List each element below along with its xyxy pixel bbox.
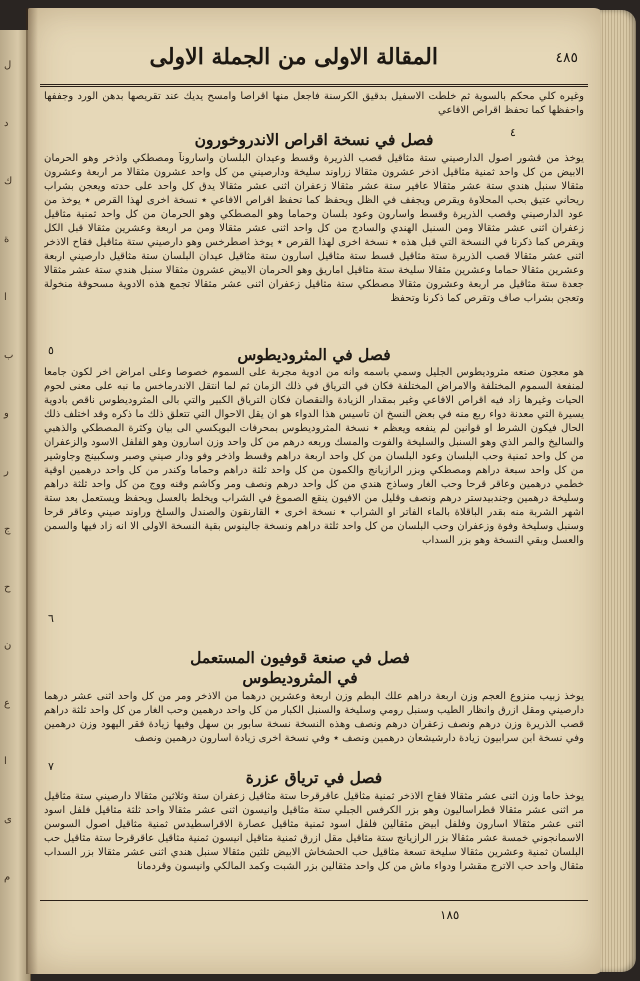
left-page-glyph: ا <box>4 292 7 303</box>
left-page-glyph: ى <box>4 814 12 825</box>
left-page-glyph: ك <box>4 176 13 187</box>
section-body: يوخذ من قشور اصول الدارصيني ستة مثاقيل قصب الذريرة وقسط وعيدان البلسان واساروناً ومصطكي واذخر وهو الحرمان الابيض من كل واحد ثمنية مثاقيل اذخر عشرون مثقالا زراوند سليخة ودارصيني من كل واحد عشرون مثقالا مر اربعة وعشرون مثقالا سنبل هندي ستة عشر مثقالا عافير ستة عشر مثقالا زعفران اثنى عشر مثقالا يدق كل واحد على حدته ويعجن بشراب ريحاني عتيق بحب المحلاوة ويقرص ويجفف في الظل ويحفظ كما تحفظ اقراص الافاعي ٭ نسخة اخرى لهذا القرص ٭ يوخذ من عود الدارصيني وقصب الذريرة وقسط واسارون وعود بلسان وحماما وهو المصطكي وهو الحرمان من كل واحد ثمنية مثاقيل زعفران اثنى عشر مثقالا ومن السنبل الهندي والسادج من كل واحد اثنى عشر مثقالا ومن مر اربعة وعشرين مثقالا قبل الكل ويقرص كما ذكرنا في النسخة التي قبل هذه ٭ نسخة اخرى لهذا القرص ٭ يوخذ اصطرخس وهو دارصيني ستة مثاقيل فقاح الاذخر اثنى عشر مثقالا قصب الذريرة ستة مثاقيل قسط ستة مثاقيل اسارون ستة مثاقيل عيدان البلسان ستة مثاقيل دارصيني اربعة وعشرين مثقالا حماما وعشرين مثقالا سليخة ستة مثاقيل اماريق وهو الحرمان الابيض عشرون مثقالا سنبل هندي ستة عشر مثقالا جعدة ستة مثاقيل مر اربعة وعشرون مثقالا مصطكي ستة مثاقيل زعفران اثنى عشر مثقالا تجمع هذه الادوية مسحوقة منخولة وتعجن بشراب صاف وتقرص كما ذكرنا وتحفظ <box>44 153 584 304</box>
section-number: ٦ <box>48 612 54 625</box>
left-page-glyph: ر <box>4 466 9 477</box>
left-page-glyph: ن <box>4 640 12 651</box>
section-number: ٤ <box>510 126 516 139</box>
left-page-glyph: ة <box>4 234 10 245</box>
section-heading: فصل في ترياق عزرة <box>245 768 383 787</box>
section-heading: فصل في صنعة قوفيون المستعمل في المثروديطوس <box>190 648 410 687</box>
left-page-glyph: ع <box>4 698 10 709</box>
left-page-glyph: م <box>4 872 11 883</box>
section-body: يوخذ زبيب منزوع العجم وزن اربعة دراهم علك البطم وزن اربعة وعشرين درهما من الاذخر ومر من كل واحد اثنى عشر درهما دارصيني ومقل ازرق وانظار الطيب وسنبل رومي وسليخة والسنبل الكبار من كل واحد درهمين وحب الغار من كل واحد ثلثة دراهم قصب الذريرة وزن درهم ونصف زعفران درهم ونصف وهذه النسخة نسخة سابور بن سهل وفيها زيادة فقر اليهود وزن درهمين وفي نسخة ابن سرابيون زيادة دارشيشعان درهمين ونصف ٭ وفي نسخة اخرى زيادة اسارون درهمين ونصف <box>44 691 584 744</box>
section-body: يوخذ حاما وزن اثنى عشر مثقالا فقاح الاذخر ثمنية مثاقيل عاقرقرحا ستة مثاقيل زعفران ستة وثلاثين مثقالا دارصيني ستة مثاقيل مر اثنى عشر مثقالا قطراساليون وهو بزر الكرفس الجبلي ستة مثاقيل وانيسون اثنى عشر مثقالا واحد ثلثة مثاقيل فلفل اسود اثنى عشر مثقالا اسارون وفلفل ابيض مثقالين فلفل اسود ثمنية مثاقيل عصارة الاقراسطيدس ثمنية مثاقيل اصول السوسن الاسمانجوني خمسة عشر مثقالا بزر الرازيانج ستة مثاقيل مقل ازرق ثمنية مثاقيل انيسون ثمنية مثاقيل عاقرقرحا ستة مثاقيل حب البلسان ثمنية وعشرين مثقالا سليخة تسعة مثاقيل حب الحشخاش الابيض ثلثين مثقالا سنبل هندي اثنى عشر مثقالا بزر السداب مثقال واحد حب الاترج مقشرا ودواء ماش من كل واحد مثقالين بزر الشبت وكمد المالكي وانيسون وقردمانا <box>44 791 584 872</box>
footer-number: ١٨٥ <box>440 908 460 922</box>
left-page-glyph: ج <box>4 524 11 535</box>
left-page-glyph: ا <box>4 756 7 767</box>
page-number: ٤٨٥ <box>555 50 578 66</box>
left-page-glyph: ح <box>4 582 11 593</box>
left-page-glyph: و <box>4 408 9 419</box>
header-rule <box>40 84 588 87</box>
page-fore-edge <box>600 10 636 972</box>
footer-rule <box>40 900 588 901</box>
section-body: هو معجون صنعه مثروديطوس الجليل وسمي باسمه وانه من ادوية مجربة على السموم خصوصا وعلى امراض اخر لكون جامعا لمنفعة السموم المختلفة والامراض المختلفة فكان في الترياق في ذلك الزمان ثم لما انتقل الاندرماخس ما نبه على معنى لحوم الحيات وغيرها زاد فيه اقراص الافاعي وغير بمقدار الزيادة والنقصان فكان الترياق الكبير والتي بالى المثروديطوس ناقص بادوية يسيرة التي معدنة دواء ربع منه في بعض النسخ ان تاسيس هذا الدواء هو ان يقل الاحوال التي تتعلق ذلك ما ذكره وقد اختلف ذلك الحال فيكون الشرط او قوانين لم ينفعه ويعظم ٭ نسخة المثروديطوس بمحرفات البويكسي الى بيان وكثرة المصطكي والذهبي والساليخ والمر الذي وهو السنبل والسليخة والفوت والمسك وربعه درهم من كل واحد وزن اسارون وهو الفلفل الاسود والزعفران من كل واحد ثمنية وحب البلسان وعود البلسان من كل واحد اربعة دراهم وقسط واذخر وفو ودار صيني وصبر وسكبينج وجاوشير من كل واحد سبعة دراهم ومصطكي وبزر الرازيانج والكمون من كل واحد ثلثة دراهم وحماما وكندر من كل واحد درهمين اوقية خطمي درهمين وعاقر قرحا وحب الغار وساذج هندي من كل واحد درهم ونصف ومر وكاشم وقنه ووج من كل واحد ثلثة دراهم وسليخة درهمين وجندبيدستر درهم ونصف وقليل من الافيون ينقع الصموغ في الشراب ويخلط بالعسل ويحفظ ويستعمل بعد ستة اشهر الشربة منه بقدر الباقلاة بالماء الفاتر او الشراب ٭ نسخة اخرى ٭ القارنقون والصندل والسلخ وراوند صيني وعاقر قرحا وسنبل وسليخة وفوة وزعفران وحب البلسان من كل واحد ثلثة دراهم ونسخة جالينوس بقية النسخة الاولى الا انه زاد فيها والسمن والعسل وبقي النسخة وهو بزر السداب <box>44 367 584 546</box>
left-page-glyph: ب <box>4 350 14 361</box>
section-heading: فصل في المثروديطوس <box>237 345 391 364</box>
left-page-glyph: د <box>4 118 9 129</box>
section-heading: فصل في نسخة اقراص الاندروخورون <box>194 130 434 149</box>
spine-shadow <box>26 8 38 974</box>
section-number: ٥ <box>48 344 54 357</box>
left-page-glyph: ل <box>4 60 12 71</box>
running-title: المقالة الاولى من الجملة الاولى <box>149 44 438 70</box>
intro-paragraph: وغيره كلي محكم بالسوية ثم خلطت الاسفيل بدقيق الكرسنة فاجعل منها اقراصا وامسح يديك عند تقريصها بدهن الورد وجففها واحفظها كما تحفظ اقراص الافاعي <box>44 91 584 116</box>
section-number: ٧ <box>48 760 54 773</box>
running-header <box>40 40 588 80</box>
